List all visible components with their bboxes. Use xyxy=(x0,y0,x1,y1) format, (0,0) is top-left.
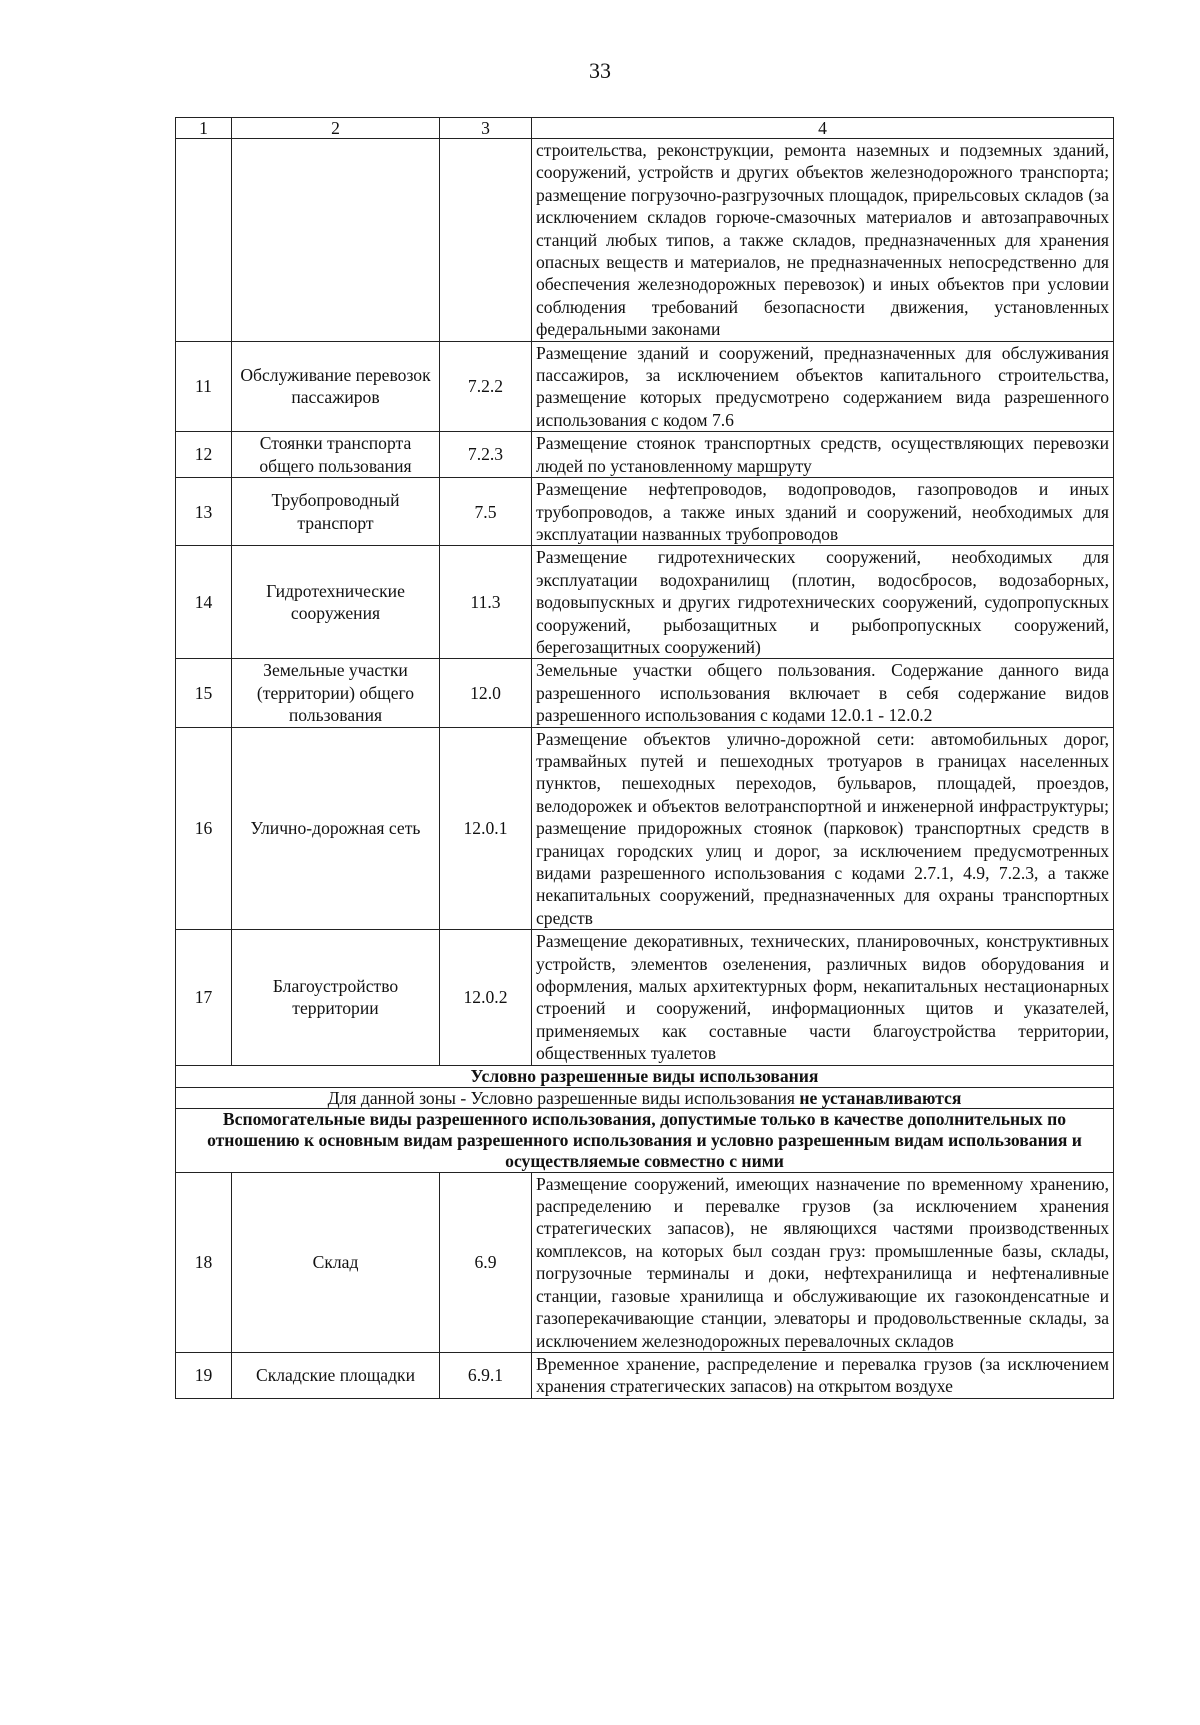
row-code: 7.2.3 xyxy=(440,432,532,478)
table-row xyxy=(176,478,1114,546)
table-row xyxy=(176,659,1114,727)
row-name xyxy=(232,139,440,342)
row-code: 6.9.1 xyxy=(440,1352,532,1398)
row-description: строительства, реконструкции, ремонта наземных и подземных зданий, сооружений, устройств и других объектов железнодорожного транспорта; размещение погрузочно-разгрузочных площадок, прирельсовых складов (за исключением складов горюче-смазочных материалов и автозаправочных станций любых типов, а также складов, предназначенных для хранения опасных веществ и материалов, не предназначенных непосредственно для обеспечения железнодорожных перевозок) и иных объектов при условии соблюдения требований безопасности движения, установленных федеральными законами xyxy=(532,139,1114,342)
table-row xyxy=(176,432,1114,478)
row-name: Трубопроводный транспорт xyxy=(232,478,440,546)
table-row xyxy=(176,341,1114,432)
section-title: Вспомогательные виды разрешенного использования, допустимые только в качестве дополнительных по отношению к основным видам разрешенного использования и условно разрешенным видам использования и осуществляемые совместно с ними xyxy=(176,1108,1114,1172)
row-name: Улично-дорожная сеть xyxy=(232,727,440,930)
header-cell-2: 2 xyxy=(232,118,440,139)
table-header-row xyxy=(176,118,1114,139)
land-use-table xyxy=(175,117,1114,1399)
row-description: Размещение стоянок транспортных средств, осуществляющих перевозки людей по установленному маршруту xyxy=(532,432,1114,478)
row-number: 16 xyxy=(176,727,232,930)
row-name: Склад xyxy=(232,1172,440,1352)
row-number: 17 xyxy=(176,930,232,1065)
row-number: 15 xyxy=(176,659,232,727)
table-row xyxy=(176,1352,1114,1398)
row-number xyxy=(176,139,232,342)
table-row xyxy=(176,727,1114,930)
page-number: 33 xyxy=(589,58,611,83)
row-code: 11.3 xyxy=(440,546,532,659)
row-description: Размещение сооружений, имеющих назначение по временному хранению, распределению и перевалке грузов (за исключением хранения стратегических запасов), не являющихся частями производственных комплексов, на которых был создан груз: промышленные базы, склады, погрузочные терминалы и доки, нефтехранилища и нефтеналивные станции, газовые хранилища и обслуживающие их газоконденсатные и газоперекачивающие станции, элеваторы и продовольственные склады, за исключением железнодорожных перевалочных складов xyxy=(532,1172,1114,1352)
row-name: Благоустройство территории xyxy=(232,930,440,1065)
row-description: Размещение зданий и сооружений, предназначенных для обслуживания пассажиров, за исключением объектов капитального строительства, размещение которых предусмотрено содержанием вида разрешенного использования с кодом 7.6 xyxy=(532,341,1114,432)
row-name: Обслуживание перевозок пассажиров xyxy=(232,341,440,432)
row-number: 12 xyxy=(176,432,232,478)
row-number: 14 xyxy=(176,546,232,659)
row-code: 7.2.2 xyxy=(440,341,532,432)
row-code: 7.5 xyxy=(440,478,532,546)
row-code: 12.0.1 xyxy=(440,727,532,930)
header-cell-1: 1 xyxy=(176,118,232,139)
row-description: Размещение объектов улично-дорожной сети: автомобильных дорог, трамвайных путей и пешеходных тротуаров в границах населенных пунктов, пешеходных переходов, бульваров, площадей, проездов, велодорожек и объектов велотранспортной и инженерной инфраструктуры; размещение придорожных стоянок (парковок) транспортных средств в границах городских улиц и дорог, за исключением предусмотренных видами разрешенного использования с кодами 2.7.1, 4.9, 7.2.3, а также некапитальных сооружений, предназначенных для охраны транспортных средств xyxy=(532,727,1114,930)
row-code xyxy=(440,139,532,342)
row-description: Размещение гидротехнических сооружений, необходимых для эксплуатации водохранилищ (плотин, водосбросов, водозаборных, водовыпускных и других гидротехнических сооружений, судопропускных сооружений, рыбозащитных и рыбопропускных сооружений, берегозащитных сооружений) xyxy=(532,546,1114,659)
row-number: 11 xyxy=(176,341,232,432)
row-description: Размещение нефтепроводов, водопроводов, газопроводов и иных трубопроводов, а также иных зданий и сооружений, необходимых для эксплуатации названных трубопроводов xyxy=(532,478,1114,546)
section-heading-auxiliary xyxy=(176,1108,1114,1172)
table-row-continuation xyxy=(176,139,1114,342)
row-name: Стоянки транспорта общего пользования xyxy=(232,432,440,478)
row-description: Временное хранение, распределение и перевалка грузов (за исключением хранения стратегических запасов) на открытом воздухе xyxy=(532,1352,1114,1398)
row-name: Гидротехнические сооружения xyxy=(232,546,440,659)
conditional-note xyxy=(176,1087,1114,1108)
row-number: 19 xyxy=(176,1352,232,1398)
section-title: Условно разрешенные виды использования xyxy=(176,1065,1114,1087)
row-name: Складские площадки xyxy=(232,1352,440,1398)
row-code: 12.0 xyxy=(440,659,532,727)
row-number: 18 xyxy=(176,1172,232,1352)
row-code: 12.0.2 xyxy=(440,930,532,1065)
row-number: 13 xyxy=(176,478,232,546)
row-code: 6.9 xyxy=(440,1172,532,1352)
row-description: Земельные участки общего пользования. Содержание данного вида разрешенного использования включает в себя содержание видов разрешенного использования с кодами 12.0.1 - 12.0.2 xyxy=(532,659,1114,727)
row-name: Земельные участки (территории) общего пользования xyxy=(232,659,440,727)
note-text: Для данной зоны - Условно разрешенные виды использования xyxy=(327,1087,800,1108)
header-cell-4: 4 xyxy=(532,118,1114,139)
table-row xyxy=(176,930,1114,1065)
conditional-note-row xyxy=(176,1087,1114,1108)
table-row xyxy=(176,1172,1114,1352)
row-description: Размещение декоративных, технических, планировочных, конструктивных устройств, элементов озеленения, различных видов оборудования и оформления, малых архитектурных форм, некапитальных нестационарных строений и сооружений, информационных щитов и указателей, применяемых как составные части благоустройства территории, общественных туалетов xyxy=(532,930,1114,1065)
table-row xyxy=(176,546,1114,659)
section-heading-conditional xyxy=(176,1065,1114,1087)
header-cell-3: 3 xyxy=(440,118,532,139)
note-emphasis: не устанавливаются xyxy=(799,1087,962,1108)
